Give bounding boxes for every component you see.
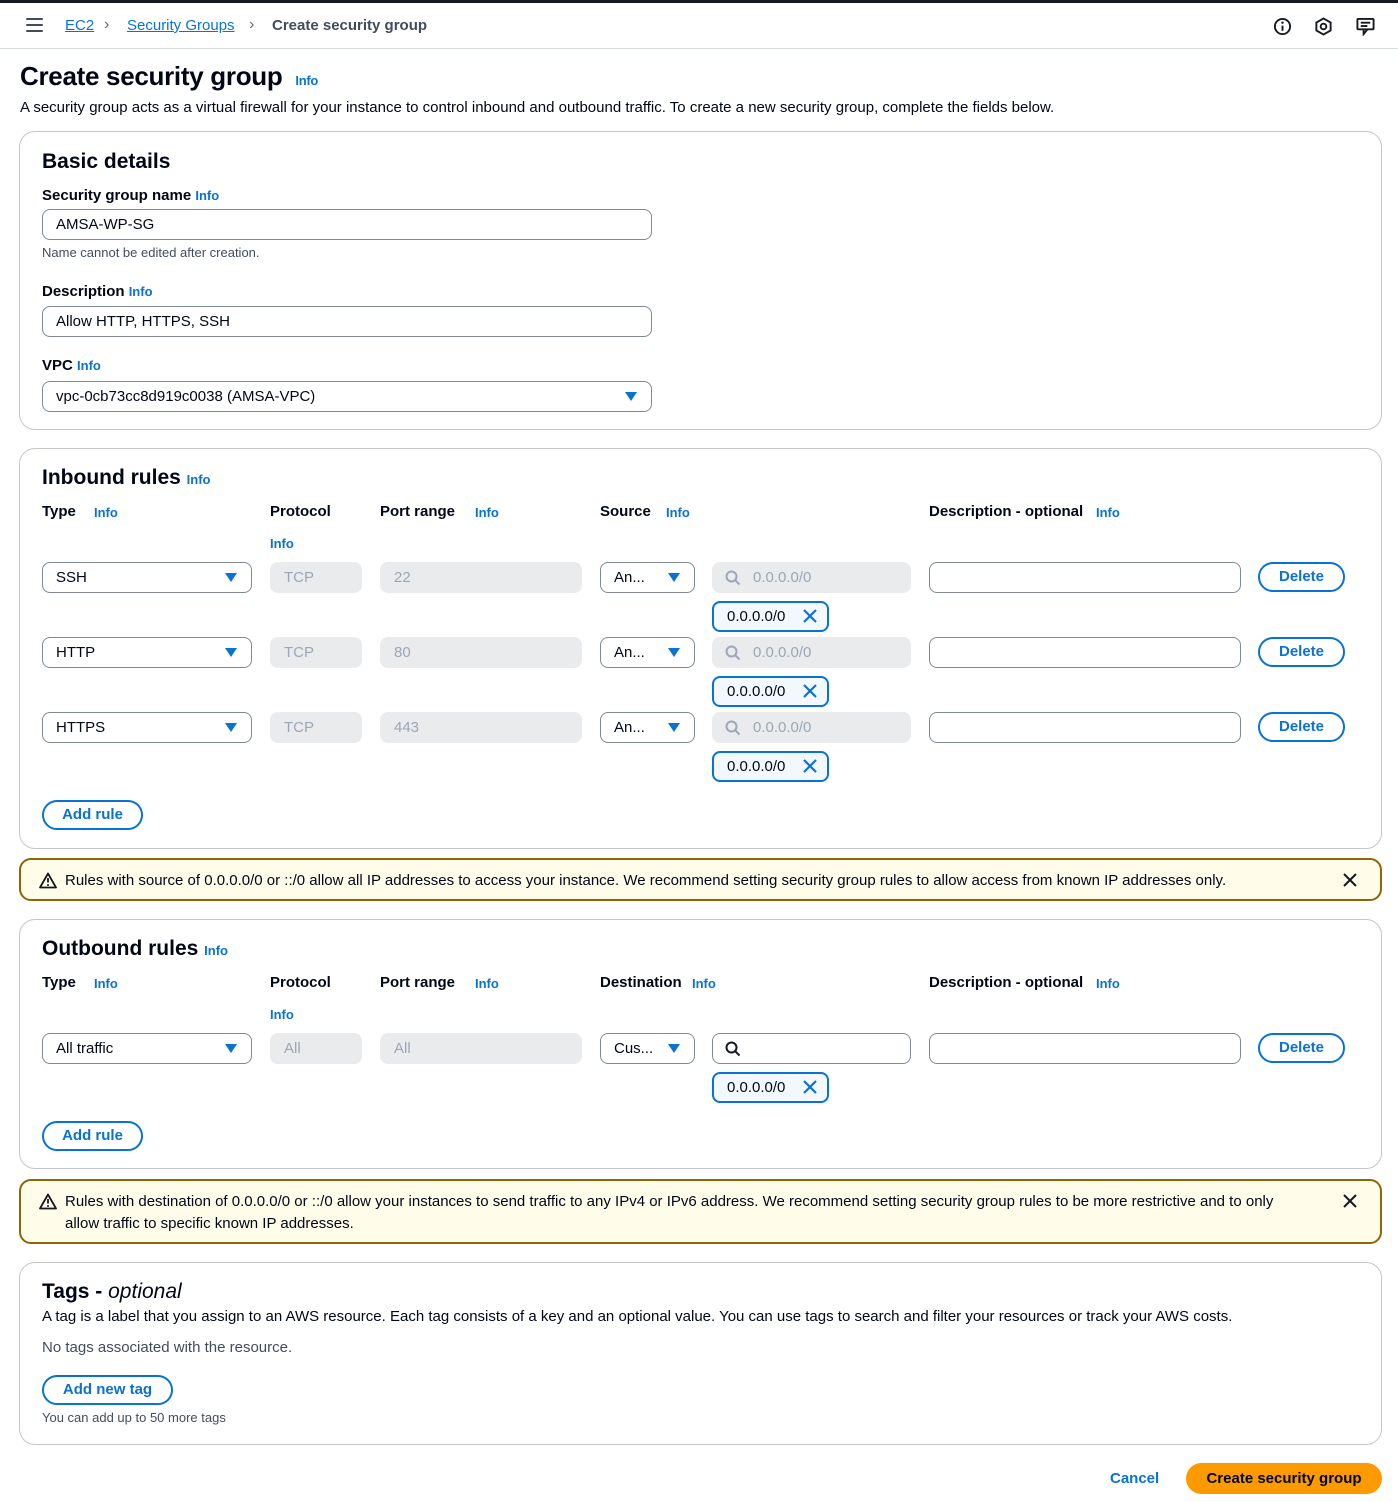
rule-description-input[interactable] <box>929 712 1241 743</box>
info-circle-icon[interactable] <box>1273 17 1292 36</box>
vpc-label: VPC Info <box>42 357 101 374</box>
caret-down-icon <box>225 648 237 657</box>
warning-message: Rules with destination of 0.0.0.0/0 or ::/0 allow your instances to send traffic to any IPv4 or IPv6 address. We recommend setting security group rules to be more restrictive and to only allow traffic to specific known IP addresses. <box>65 1193 1274 1232</box>
delete-rule-button[interactable]: Delete <box>1258 1033 1345 1063</box>
rule-description-input[interactable] <box>929 1033 1241 1064</box>
caret-down-icon <box>225 573 237 582</box>
cidr-token: 0.0.0.0/0 <box>712 676 829 707</box>
column-type: Type <box>42 503 76 520</box>
rule-type-select[interactable]: All traffic <box>42 1033 252 1064</box>
name-hint: Name cannot be edited after creation. <box>42 245 260 260</box>
cidr-token: 0.0.0.0/0 <box>712 1072 829 1103</box>
caret-down-icon <box>225 723 237 732</box>
info-link[interactable]: Info <box>666 505 690 520</box>
column-type: Type <box>42 974 76 991</box>
chevron-right-icon: › <box>249 16 255 33</box>
column-source: Source <box>600 503 651 520</box>
info-link[interactable]: Info <box>475 505 499 520</box>
page-description: A security group acts as a virtual firewall for your instance to control inbound and outbound traffic. To create a new security group, complete the fields below. <box>20 99 1055 116</box>
breadcrumb-current: Create security group <box>272 17 428 34</box>
close-icon[interactable] <box>1342 872 1358 888</box>
rule-description-input[interactable] <box>929 637 1241 668</box>
info-link[interactable]: Info <box>128 284 153 299</box>
column-port-range: Port range <box>380 974 456 991</box>
protocol-field: TCP <box>270 637 362 668</box>
source-type-select[interactable]: An... <box>600 562 695 593</box>
settings-hexagon-icon[interactable] <box>1314 17 1333 36</box>
port-range-field: All <box>380 1033 582 1064</box>
info-link[interactable]: Info <box>270 1007 294 1022</box>
rule-description-input[interactable] <box>929 562 1241 593</box>
cidr-token: 0.0.0.0/0 <box>712 601 829 632</box>
info-link[interactable]: Info <box>475 976 499 991</box>
search-icon <box>725 1041 741 1057</box>
info-link[interactable]: Info <box>77 358 101 373</box>
breadcrumb-security-groups[interactable]: Security Groups <box>127 17 235 34</box>
source-search-input: 0.0.0.0/0 <box>712 712 911 743</box>
top-navigation <box>0 3 1398 49</box>
close-icon[interactable] <box>802 683 818 699</box>
info-link[interactable]: Info <box>270 536 294 551</box>
caret-down-icon <box>668 573 680 582</box>
close-icon[interactable] <box>1342 1193 1358 1209</box>
vpc-select[interactable] <box>42 381 652 412</box>
caret-down-icon <box>668 648 680 657</box>
inbound-warning-alert <box>19 858 1382 901</box>
inbound-rules-panel <box>19 448 1382 849</box>
security-group-name-input[interactable]: AMSA-WP-SG <box>42 209 652 240</box>
delete-rule-button[interactable]: Delete <box>1258 562 1345 592</box>
add-outbound-rule-button[interactable]: Add rule <box>42 1121 143 1151</box>
info-link[interactable]: Info <box>204 943 228 958</box>
tags-description: A tag is a label that you assign to an AWS resource. Each tag consists of a key and an optional value. You can use tags to search and filter your resources or track your AWS costs. <box>42 1308 1233 1325</box>
outbound-rules-panel <box>19 919 1382 1169</box>
protocol-field: TCP <box>270 562 362 593</box>
destination-search-input[interactable] <box>712 1033 911 1064</box>
close-icon[interactable] <box>802 1079 818 1095</box>
chevron-right-icon: › <box>104 16 110 33</box>
column-description: Description - optional <box>929 503 1084 520</box>
section-title: Outbound rules Info <box>42 937 228 960</box>
info-link[interactable]: Info <box>186 472 211 487</box>
column-port-range: Port range <box>380 503 456 520</box>
rule-type-select[interactable]: SSH <box>42 562 252 593</box>
add-new-tag-button[interactable]: Add new tag <box>42 1375 173 1405</box>
info-link[interactable]: Info <box>94 976 118 991</box>
rule-type-select[interactable]: HTTPS <box>42 712 252 743</box>
section-title: Tags - optional <box>42 1280 182 1303</box>
rule-type-select[interactable]: HTTP <box>42 637 252 668</box>
caret-down-icon <box>668 723 680 732</box>
close-icon[interactable] <box>802 758 818 774</box>
destination-type-select[interactable]: Cus... <box>600 1033 695 1064</box>
info-link[interactable]: Info <box>295 73 319 88</box>
protocol-field: All <box>270 1033 362 1064</box>
info-link[interactable]: Info <box>1096 505 1120 520</box>
outbound-warning-alert <box>19 1179 1382 1244</box>
protocol-field: TCP <box>270 712 362 743</box>
delete-rule-button[interactable]: Delete <box>1258 712 1345 742</box>
basic-details-panel <box>19 131 1382 430</box>
delete-rule-button[interactable]: Delete <box>1258 637 1345 667</box>
column-protocol: Protocol <box>270 503 331 520</box>
info-link[interactable]: Info <box>195 188 220 203</box>
port-range-field: 443 <box>380 712 582 743</box>
warning-message: Rules with source of 0.0.0.0/0 or ::/0 allow all IP addresses to access your instance. We recommend setting security group rules to allow access from known IP addresses only. <box>65 872 1227 889</box>
port-range-field: 22 <box>380 562 582 593</box>
search-icon <box>725 645 741 661</box>
port-range-field: 80 <box>380 637 582 668</box>
page-title: Create security group Info <box>20 61 319 91</box>
section-title: Basic details <box>42 150 171 173</box>
breadcrumb-ec2[interactable]: EC2 <box>65 17 95 34</box>
column-description: Description - optional <box>929 974 1084 991</box>
tags-panel <box>19 1262 1382 1445</box>
description-label: Description Info <box>42 283 153 300</box>
source-search-input: 0.0.0.0/0 <box>712 637 911 668</box>
create-security-group-button[interactable]: Create security group <box>1186 1463 1382 1494</box>
search-icon <box>725 720 741 736</box>
section-title: Inbound rules Info <box>42 466 211 489</box>
cancel-button[interactable]: Cancel <box>1110 1470 1160 1487</box>
warning-icon <box>39 1193 57 1210</box>
info-link[interactable]: Info <box>1096 976 1120 991</box>
column-protocol: Protocol <box>270 974 331 991</box>
caret-down-icon <box>668 1044 680 1053</box>
vpc-value: vpc-0cb73cc8d919c0038 (AMSA-VPC) <box>56 388 316 405</box>
security-group-name-label: Security group name Info <box>42 187 220 204</box>
caret-down-icon <box>225 1044 237 1053</box>
tags-limit-hint: You can add up to 50 more tags <box>42 1410 226 1425</box>
source-search-input: 0.0.0.0/0 <box>712 562 911 593</box>
close-icon[interactable] <box>802 608 818 624</box>
menu-icon[interactable] <box>26 18 43 32</box>
info-link[interactable]: Info <box>692 976 716 991</box>
caret-down-icon <box>625 392 637 401</box>
column-destination: Destination <box>600 974 682 991</box>
warning-icon <box>39 872 57 889</box>
add-inbound-rule-button[interactable]: Add rule <box>42 800 143 830</box>
source-type-select[interactable]: An... <box>600 712 695 743</box>
cidr-token: 0.0.0.0/0 <box>712 751 829 782</box>
feedback-icon[interactable] <box>1356 17 1375 36</box>
description-input[interactable]: Allow HTTP, HTTPS, SSH <box>42 306 652 337</box>
info-link[interactable]: Info <box>94 505 118 520</box>
tags-empty-message: No tags associated with the resource. <box>42 1339 293 1356</box>
source-type-select[interactable]: An... <box>600 637 695 668</box>
search-icon <box>725 570 741 586</box>
